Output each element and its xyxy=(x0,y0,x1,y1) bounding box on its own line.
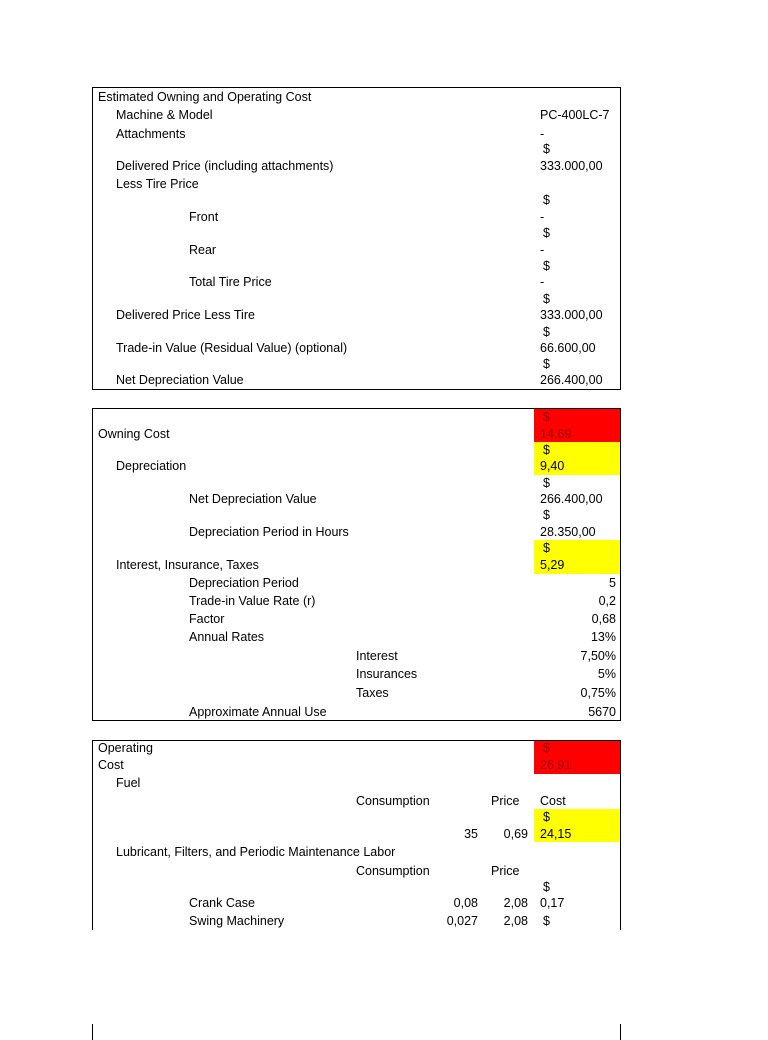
page-cutoff-area xyxy=(0,930,768,1024)
operating-label-line1: Operating xyxy=(98,741,153,755)
net-dep-value-label: Net Depreciation Value xyxy=(189,492,317,506)
crank-case-label: Crank Case xyxy=(189,896,255,910)
crank-price-value[interactable]: 2,08 xyxy=(503,896,528,910)
front-tire-label: Front xyxy=(189,210,219,224)
currency-symbol: $ xyxy=(543,508,550,522)
dep-period-label: Depreciation Period xyxy=(189,576,299,590)
rear-tire-value[interactable]: - xyxy=(540,243,545,257)
currency-symbol: $ xyxy=(543,325,550,339)
iit-label: Interest, Insurance, Taxes xyxy=(116,558,259,572)
annual-use-label: Approximate Annual Use xyxy=(189,705,327,719)
net-depreciation-value[interactable]: 266.400,00 xyxy=(540,373,603,387)
front-tire-value[interactable]: - xyxy=(540,210,545,224)
crank-cost-value[interactable]: 0,17 xyxy=(540,896,565,910)
machine-model-label: Machine & Model xyxy=(116,108,213,122)
currency-symbol: $ xyxy=(543,357,550,371)
fuel-consumption-header: Consumption xyxy=(356,794,430,808)
tradein-rate-value[interactable]: 0,2 xyxy=(598,594,616,608)
tradein-value[interactable]: 66.600,00 xyxy=(540,341,596,355)
total-tire-label: Total Tire Price xyxy=(189,275,272,289)
total-tire-value[interactable]: - xyxy=(540,275,545,289)
section-title: Estimated Owning and Operating Cost xyxy=(98,90,312,104)
attachments-value[interactable]: - xyxy=(540,127,545,141)
interest-value[interactable]: 7,50% xyxy=(580,649,616,663)
dep-period-value[interactable]: 5 xyxy=(609,576,616,590)
annual-rates-value[interactable]: 13% xyxy=(590,630,616,644)
factor-label: Factor xyxy=(189,612,225,626)
insurances-value[interactable]: 5% xyxy=(597,667,616,681)
lubricant-label: Lubricant, Filters, and Periodic Maintenance Labor xyxy=(116,845,396,859)
currency-symbol: $ xyxy=(543,880,550,894)
tradein-value-label: Trade-in Value (Residual Value) (optional) xyxy=(116,341,348,355)
currency-symbol: $ xyxy=(543,741,550,755)
swing-price-value[interactable]: 2,08 xyxy=(503,914,528,928)
taxes-label: Taxes xyxy=(356,686,389,700)
currency-symbol: $ xyxy=(543,226,550,240)
delivered-price-label: Delivered Price (including attachments) xyxy=(116,159,334,173)
owning-cost-label: Owning Cost xyxy=(98,427,170,441)
lube-consumption-header: Consumption xyxy=(356,864,430,878)
tradein-rate-label: Trade-in Value Rate (r) xyxy=(189,594,316,608)
currency-symbol: $ xyxy=(543,541,550,555)
annual-rates-label: Annual Rates xyxy=(189,630,265,644)
dep-period-hours-label: Depreciation Period in Hours xyxy=(189,525,349,539)
currency-symbol: $ xyxy=(543,914,550,928)
currency-symbol: $ xyxy=(543,410,550,424)
currency-symbol: $ xyxy=(543,259,550,273)
fuel-consumption-value[interactable]: 35 xyxy=(464,827,478,841)
fuel-cost-header: Cost xyxy=(540,794,566,808)
machine-model-value[interactable]: PC-400LC-7 xyxy=(540,108,610,122)
crank-consumption-value[interactable]: 0,08 xyxy=(453,896,478,910)
rear-tire-label: Rear xyxy=(189,243,217,257)
owning-cost-value[interactable]: 14,69 xyxy=(540,427,572,441)
factor-value[interactable]: 0,68 xyxy=(591,612,616,626)
swing-machinery-label: Swing Machinery xyxy=(189,914,285,928)
operating-label-line2: Cost xyxy=(98,758,124,772)
operating-cost-value[interactable]: 26,91 xyxy=(540,758,572,772)
delivered-less-tire-value[interactable]: 333.000,00 xyxy=(540,308,603,322)
iit-value[interactable]: 5,29 xyxy=(540,558,565,572)
insurances-label: Insurances xyxy=(356,667,418,681)
currency-symbol: $ xyxy=(543,193,550,207)
depreciation-value[interactable]: 9,40 xyxy=(540,459,565,473)
currency-symbol: $ xyxy=(543,142,550,156)
fuel-price-value[interactable]: 0,69 xyxy=(503,827,528,841)
interest-label: Interest xyxy=(356,649,398,663)
delivered-price-value[interactable]: 333.000,00 xyxy=(540,159,603,173)
attachments-label: Attachments xyxy=(116,127,186,141)
fuel-label: Fuel xyxy=(116,776,141,790)
depreciation-label: Depreciation xyxy=(116,459,187,473)
currency-symbol: $ xyxy=(543,443,550,457)
currency-symbol: $ xyxy=(543,476,550,490)
taxes-value[interactable]: 0,75% xyxy=(580,686,616,700)
annual-use-value[interactable]: 5670 xyxy=(588,705,616,719)
delivered-less-tire-label: Delivered Price Less Tire xyxy=(116,308,255,322)
less-tire-price-label: Less Tire Price xyxy=(116,177,199,191)
net-depreciation-label: Net Depreciation Value xyxy=(116,373,244,387)
lube-price-header: Price xyxy=(491,864,520,878)
dep-period-hours-value[interactable]: 28.350,00 xyxy=(540,525,596,539)
currency-symbol: $ xyxy=(543,810,550,824)
fuel-cost-value[interactable]: 24,15 xyxy=(540,827,572,841)
fuel-price-header: Price xyxy=(491,794,520,808)
net-dep-value[interactable]: 266.400,00 xyxy=(540,492,603,506)
swing-consumption-value[interactable]: 0,027 xyxy=(446,914,478,928)
currency-symbol: $ xyxy=(543,292,550,306)
